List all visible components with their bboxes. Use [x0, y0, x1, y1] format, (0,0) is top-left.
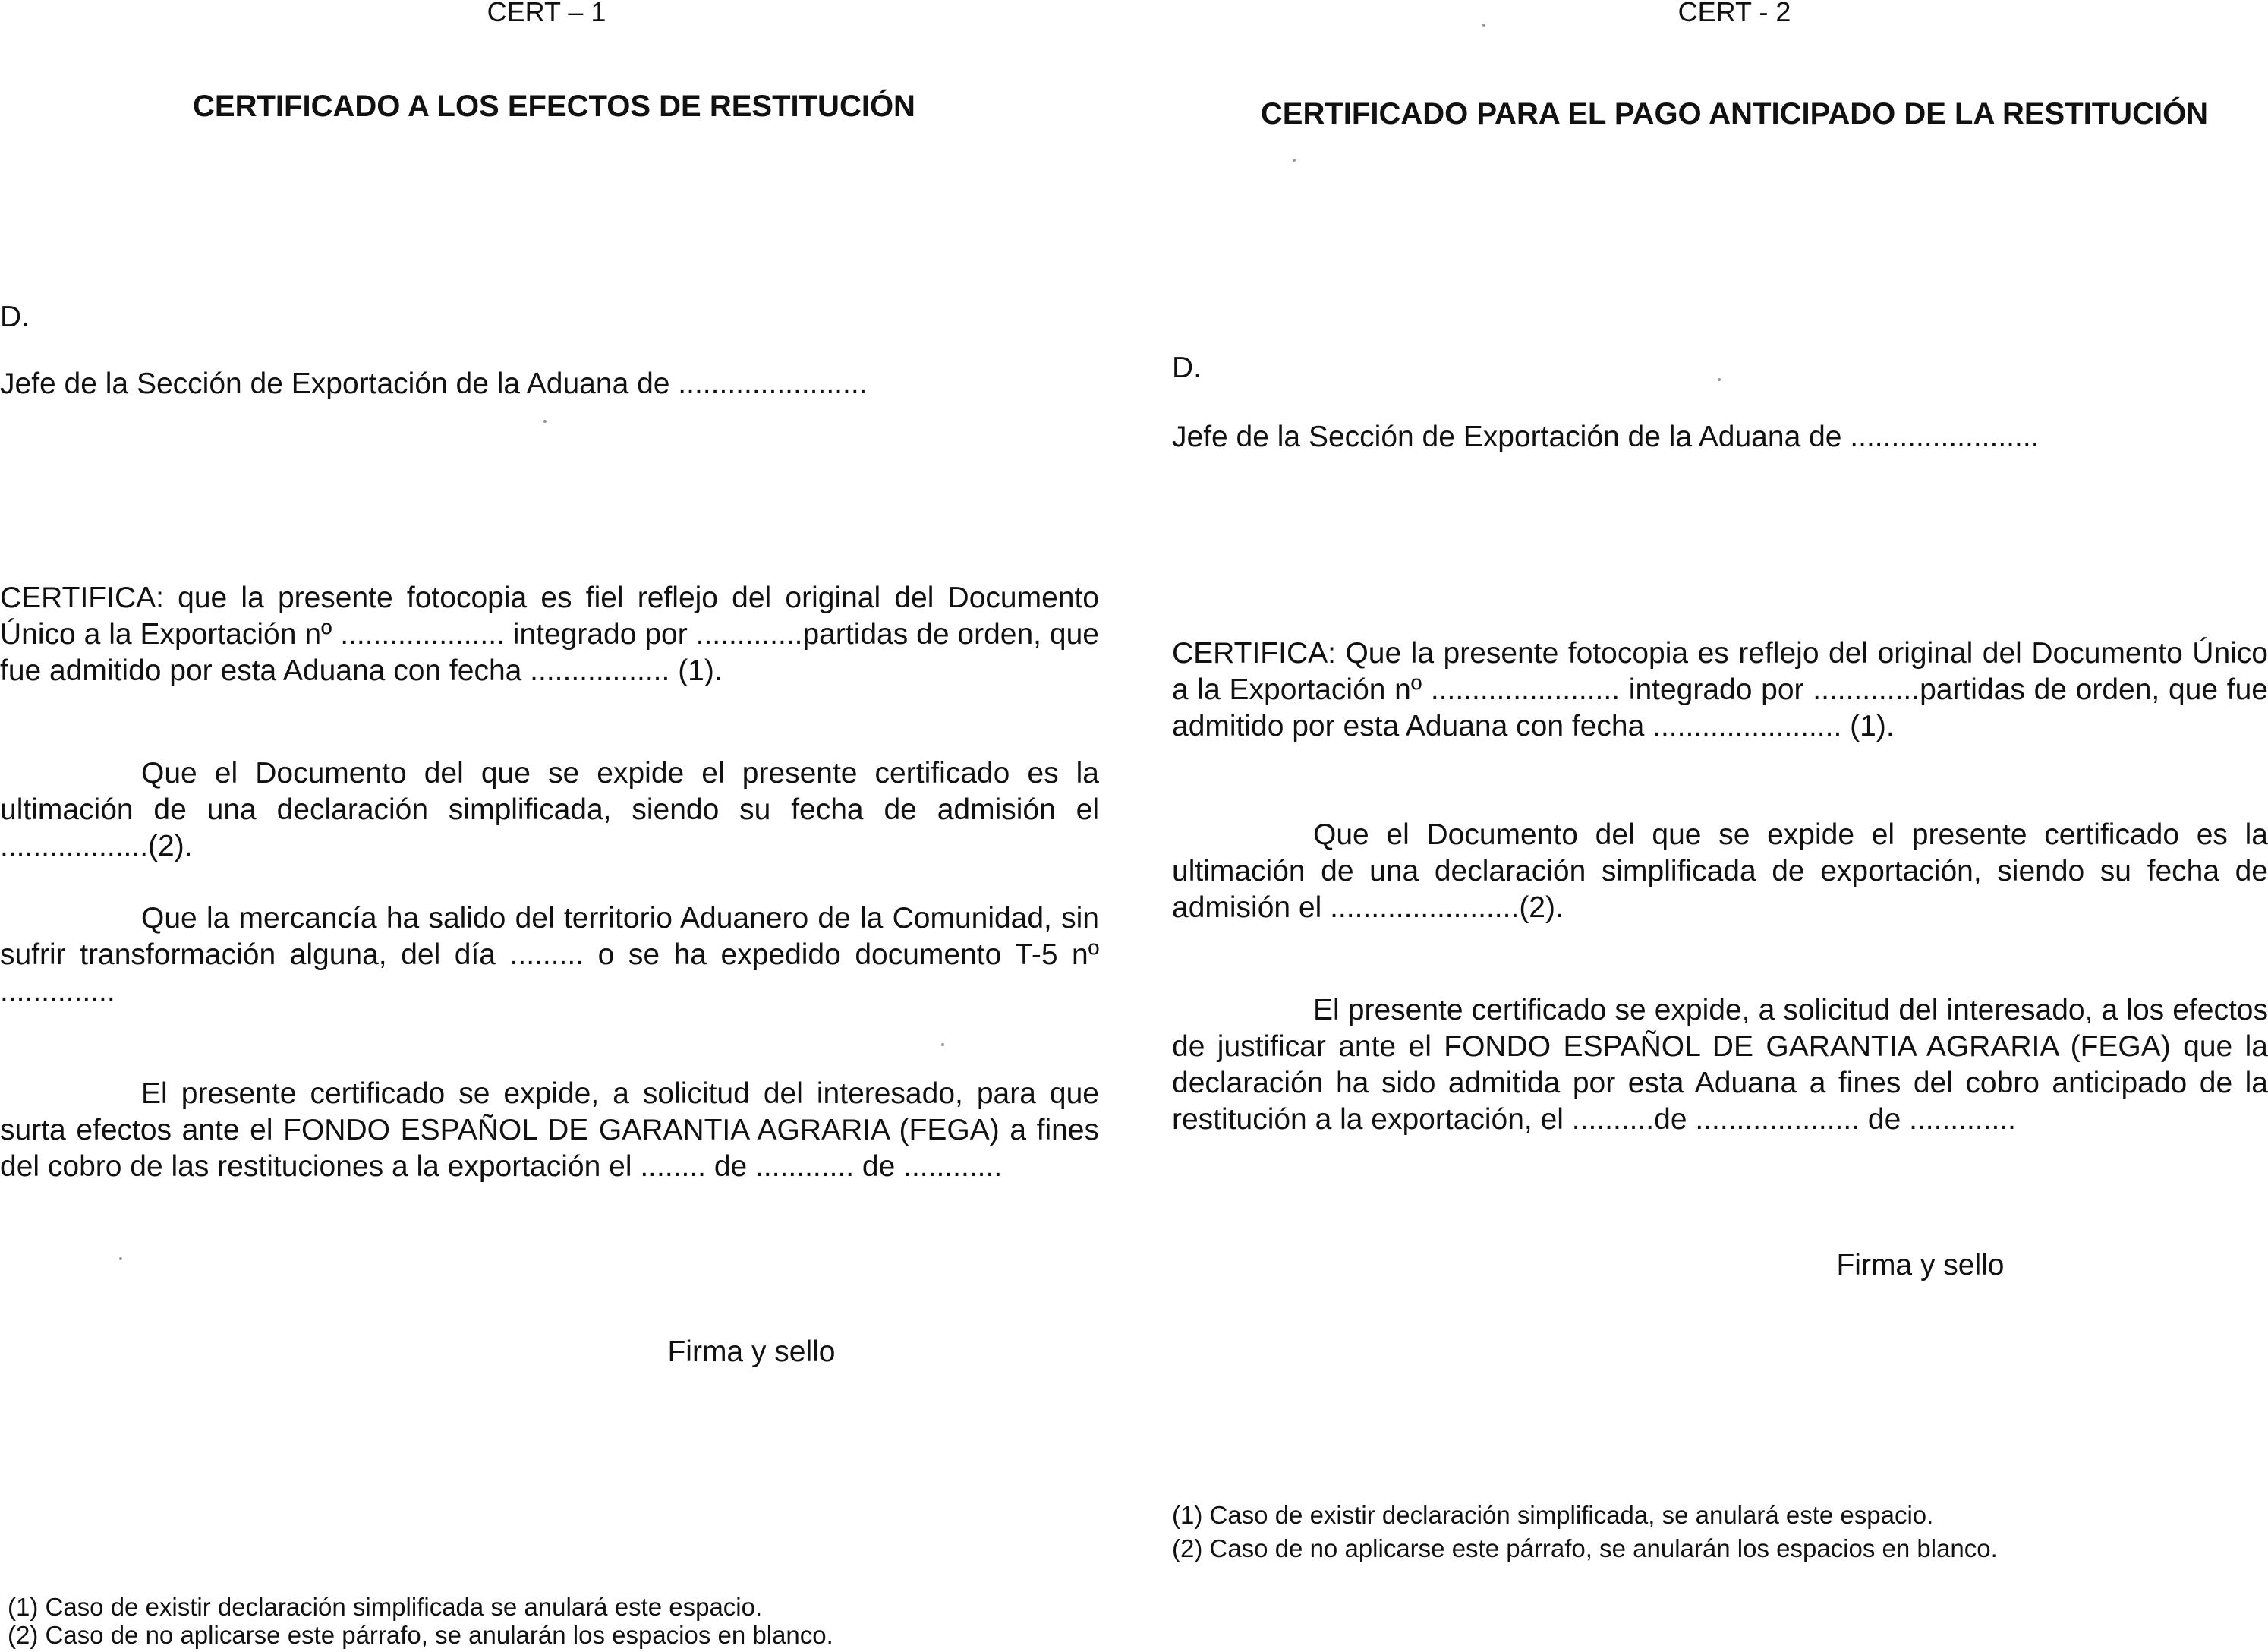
cert1-fega-paragraph: El presente certificado se expide, a solicitud del interesado, para que surta efectos ante el FONDO ESPAÑOL DE GARANTIA AGRARIA (FEGA) a fines del cobro de las restituciones a la exportación el ........ de ............ de ............: [0, 1077, 1099, 1183]
cert1-goods-exit-paragraph: Que la mercancía ha salido del territorio Aduanero de la Comunidad, sin sufrir transformación alguna, del día ......... o se ha expedido documento T-5 nº ..............: [0, 902, 1099, 1007]
cert2-certifica-paragraph: CERTIFICA: Que la presente fotocopia es reflejo del original del Documento Único a la Exportación nº ....................... integrado por .............partidas de orden, que fue admitido por esta Aduana con fecha ....................... (1).: [1172, 637, 2268, 742]
cert1-footnote-1: (1) Caso de existir declaración simplificada se anulará este espacio.: [8, 1593, 763, 1621]
scan-speck: [543, 420, 547, 423]
cert2-simplified-declaration-paragraph: Que el Documento del que se expide el presente certificado es la ultimación de una declaración simplificada de exportación, siendo su fecha de admisión el .......................(2).: [1172, 818, 2268, 924]
cert2-footnote-1: (1) Caso de existir declaración simplificada, se anulará este espacio.: [1172, 1501, 1934, 1529]
cert1-signature-label: Firma y sello: [667, 1335, 836, 1368]
cert1-title: CERTIFICADO A LOS EFECTOS DE RESTITUCIÓN: [193, 90, 915, 123]
cert1-certifica-paragraph: CERTIFICA: que la presente fotocopia es fiel reflejo del original del Documento Único a la Exportación nº .................... integrado por .............partidas de orden, que fue admitido por esta Aduana con fecha ................. (1).: [0, 582, 1099, 687]
scan-speck: [1293, 159, 1296, 162]
scan-speck: [1482, 24, 1485, 27]
cert1-footnote-2: (2) Caso de no aplicarse este párrafo, se anularán los espacios en blanco.: [8, 1621, 833, 1649]
scan-speck: [119, 1257, 122, 1260]
cert2-footnote-2: (2) Caso de no aplicarse este párrafo, se anularán los espacios en blanco.: [1172, 1534, 1998, 1562]
cert2-signature-label: Firma y sello: [1836, 1249, 2005, 1282]
cert2-code: CERT - 2: [1677, 0, 1791, 27]
cert1-code: CERT – 1: [487, 0, 606, 27]
cert2-title: CERTIFICADO PARA EL PAGO ANTICIPADO DE LA RESTITUCIÓN: [1260, 97, 2209, 131]
cert1-name-line: D.: [0, 301, 30, 333]
cert2-name-line: D.: [1172, 352, 1202, 384]
scan-speck: [941, 1043, 944, 1046]
scan-speck: [1718, 378, 1721, 381]
cert2-fega-paragraph: El presente certificado se expide, a solicitud del interesado, a los efectos de justificar ante el FONDO ESPAÑOL DE GARANTIA AGRARIA (FEGA) que la declaración ha sido admitida por esta Aduana a fines del cobro anticipado de la restitución a la exportación, el ..........de .................... de .............: [1172, 994, 2268, 1136]
cert1-simplified-declaration-paragraph: Que el Documento del que se expide el presente certificado es la ultimación de una declaración simplificada, siendo su fecha de admisión el ..................(2).: [0, 757, 1099, 862]
cert2-jefe-line: Jefe de la Sección de Exportación de la Aduana de .......................: [1172, 421, 2040, 453]
cert1-jefe-line: Jefe de la Sección de Exportación de la Aduana de .......................: [0, 367, 868, 400]
